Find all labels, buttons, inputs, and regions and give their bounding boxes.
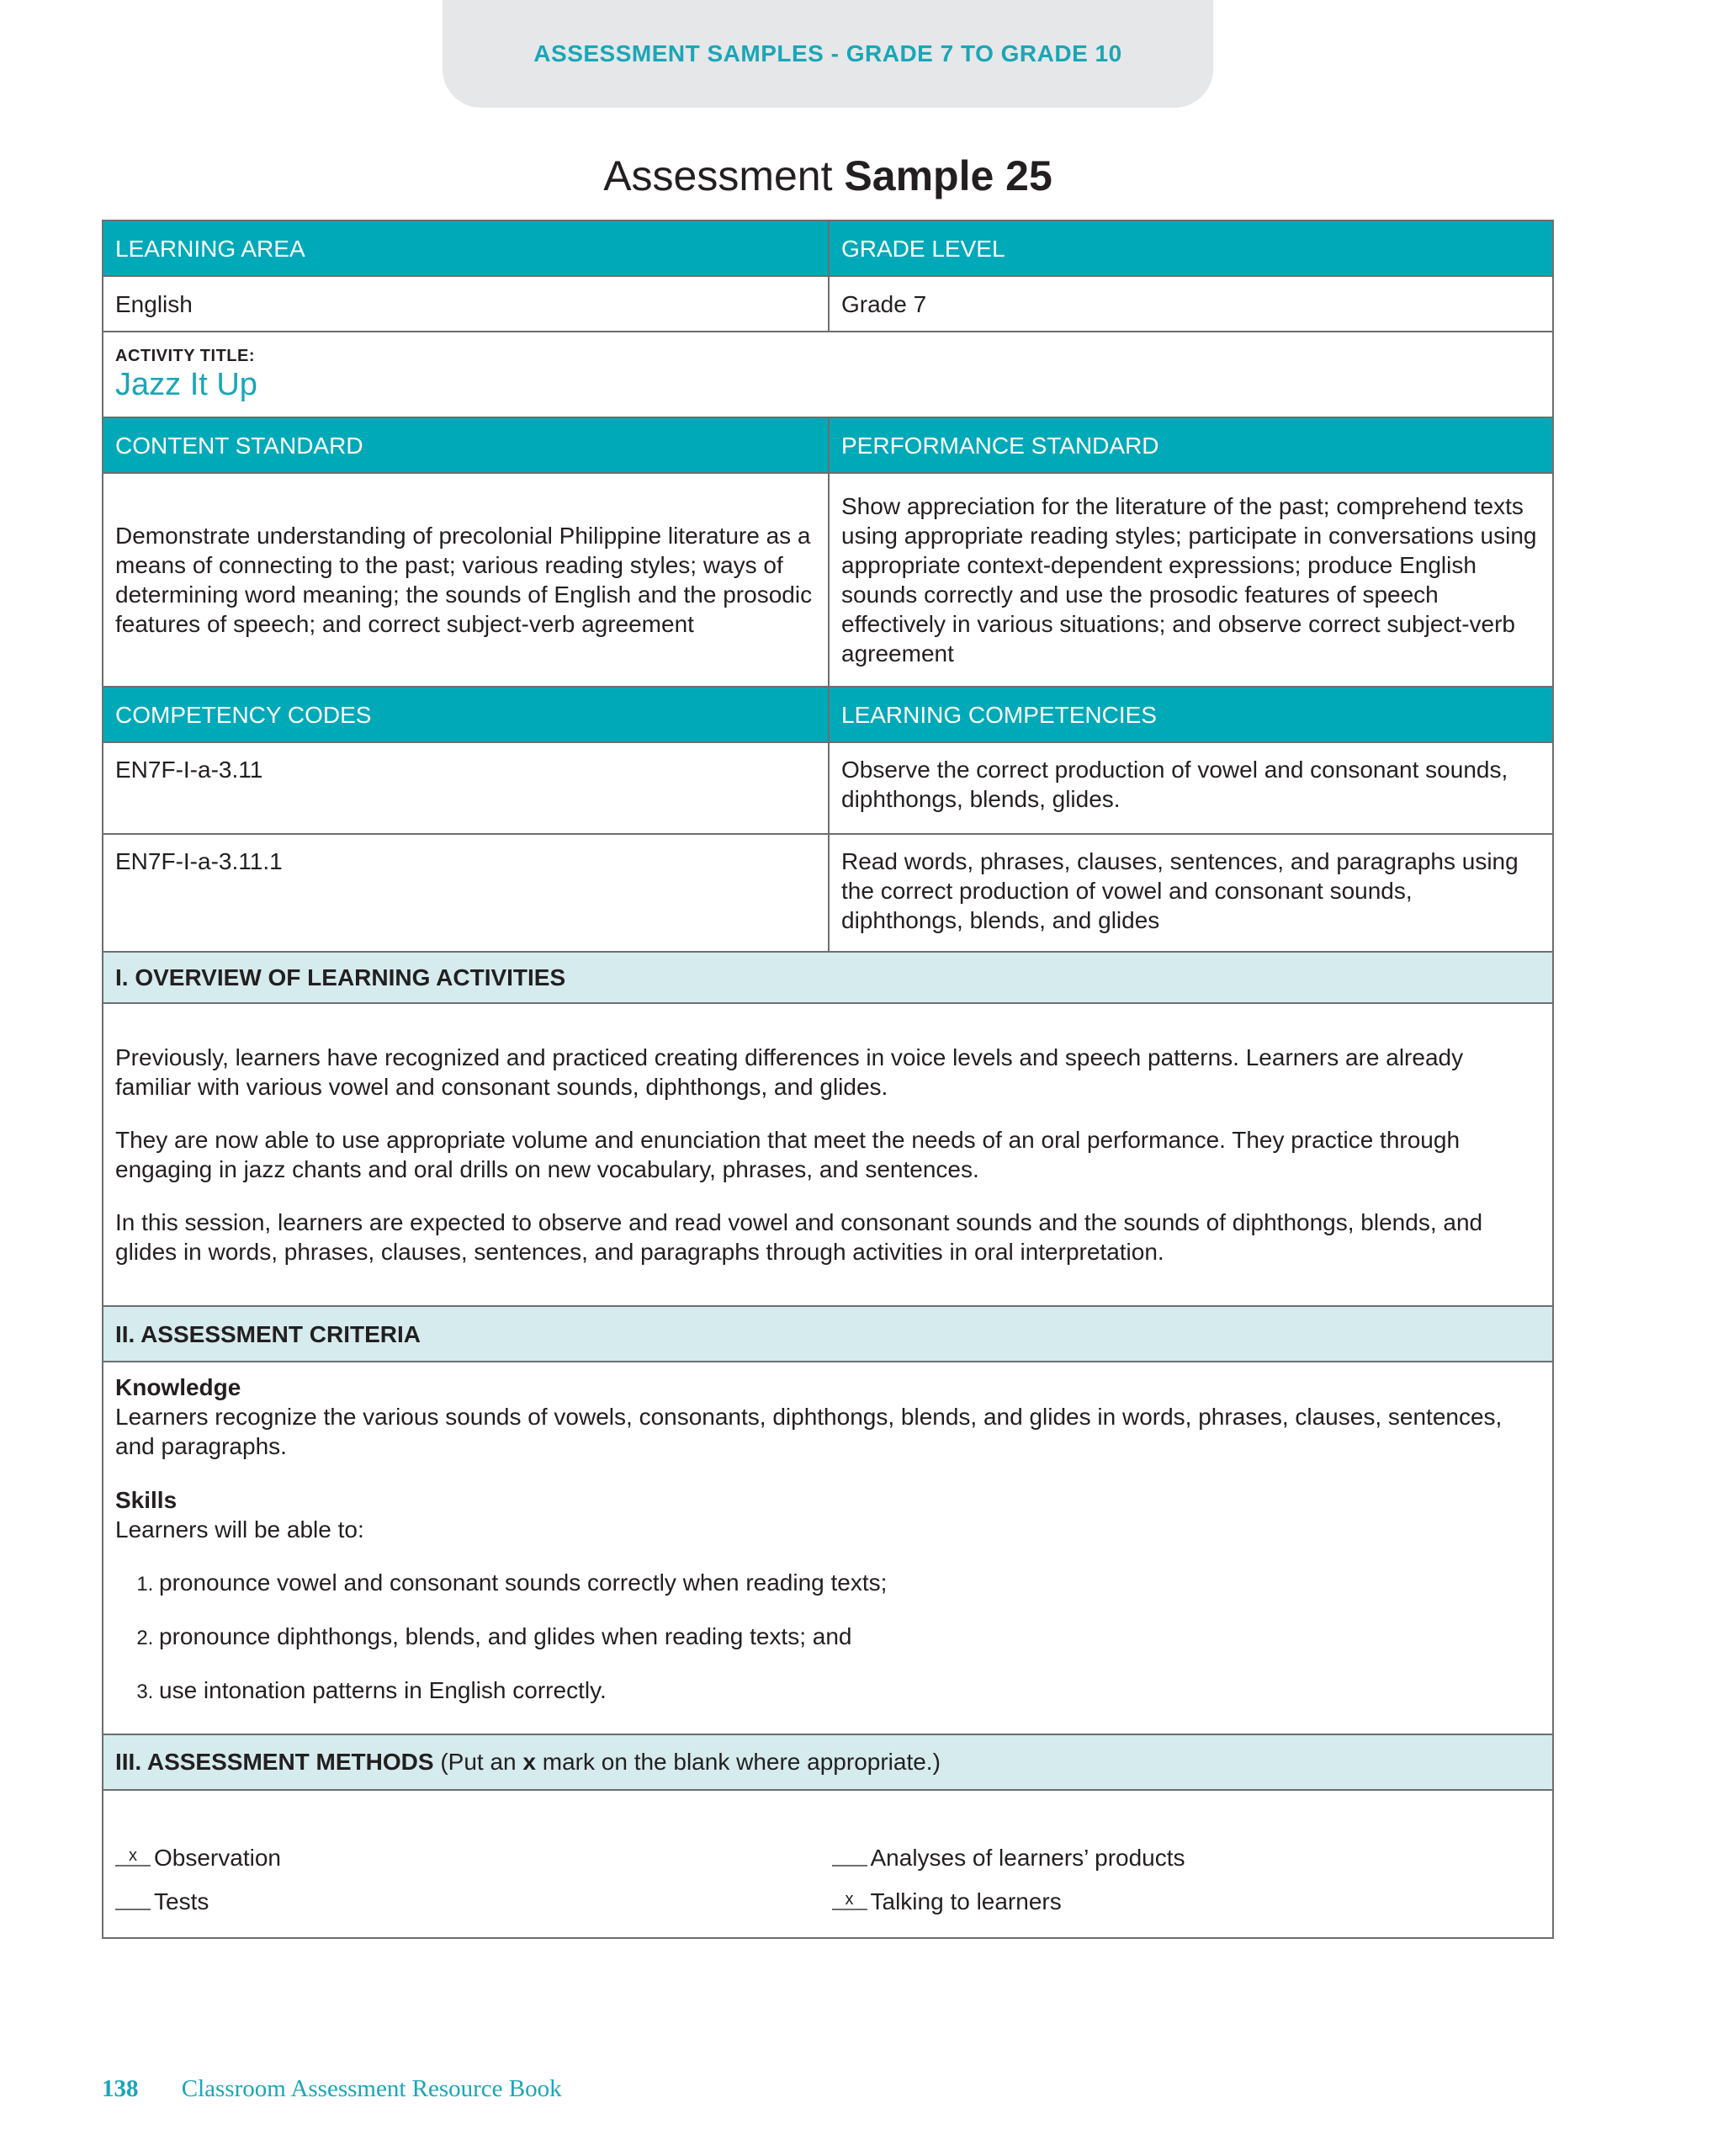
- criteria-label: II. ASSESSMENT CRITERIA: [103, 1307, 1552, 1361]
- content-standard-text: Demonstrate understanding of precolonial Philippine literature as a means of connecting to the past; various reading styles; ways of determining word meaning; the sounds of English and the prosodic features of speech; and correct subject-verb agreement: [115, 523, 813, 637]
- content-standard-label: CONTENT STANDARD: [103, 418, 828, 472]
- skills-heading: Skills: [115, 1487, 178, 1513]
- method-label: Observation: [154, 1845, 281, 1871]
- activity-title: Jazz It Up: [115, 367, 257, 402]
- page-title-bold: Sample 25: [844, 152, 1052, 199]
- performance-standard-text: Show appreciation for the literature of the past; comprehend texts using appropriate reading styles; participate in conversations using appropriate context-dependent expressions; produce English sounds correctly and use the prosodic features of speech effectively in various situations; and observe correct subject-verb agreement: [828, 474, 1552, 686]
- competency-row: [102, 743, 1554, 835]
- activity-title-label: ACTIVITY TITLE:: [115, 347, 256, 365]
- overview-body-row: [102, 1004, 1554, 1307]
- skills-list: [115, 1568, 1540, 1705]
- methods-label-bold: III. ASSESSMENT METHODS: [115, 1749, 434, 1775]
- method-label: Analyses of learners’ products: [870, 1845, 1185, 1871]
- skill-item: 3. use intonation patterns in English correctly.: [159, 1675, 1540, 1705]
- competency-text: Read words, phrases, clauses, sentences, and paragraphs using the correct production of vowel and consonant sounds, diphthongs, blends, and glides: [828, 835, 1552, 951]
- header-banner: [443, 0, 1213, 108]
- competency-header-row: [102, 688, 1554, 743]
- page-title: [0, 151, 1656, 200]
- method-label: Talking to learners: [870, 1888, 1062, 1914]
- method-checkbox-blank[interactable]: x: [115, 1846, 151, 1867]
- page-footer: [102, 2075, 562, 2103]
- methods-column-right: [824, 1831, 1541, 1937]
- overview-body: [103, 1004, 1552, 1305]
- learning-area-value: English: [115, 290, 193, 317]
- method-checkbox-blank[interactable]: x: [832, 1890, 867, 1910]
- methods-column-left: [115, 1831, 824, 1937]
- competency-text: Observe the correct production of vowel and consonant sounds, diphthongs, blends, glides.: [828, 743, 1552, 833]
- methods-header-row: [102, 1735, 1554, 1791]
- method-item-observation: [115, 1831, 824, 1875]
- grade-level-label: GRADE LEVEL: [828, 221, 1552, 275]
- method-label: Tests: [154, 1888, 209, 1914]
- performance-standard-label: PERFORMANCE STANDARD: [828, 418, 1552, 472]
- criteria-body-row: [102, 1362, 1554, 1735]
- overview-paragraph: In this session, learners are expected to observe and read vowel and consonant sounds and the sounds of diphthongs, blends, and glides in words, phrases, clauses, sentences, and paragraphs through activities in oral interpretation.: [115, 1209, 1483, 1265]
- methods-label: [103, 1735, 1552, 1789]
- skill-item: 2. pronounce diphthongs, blends, and glides when reading texts; and: [159, 1622, 1540, 1651]
- assessment-sheet: [102, 220, 1554, 1939]
- knowledge-text: Learners recognize the various sounds of vowels, consonants, diphthongs, blends, and glides in words, phrases, clauses, sentences, and paragraphs.: [115, 1404, 1503, 1459]
- header-banner-text: ASSESSMENT SAMPLES - GRADE 7 TO GRADE 10: [533, 40, 1122, 66]
- skills-intro: Learners will be able to:: [115, 1516, 364, 1543]
- method-checkbox-blank[interactable]: [832, 1865, 867, 1867]
- standards-body-row: [102, 474, 1554, 688]
- criteria-body: [103, 1362, 1552, 1734]
- methods-body-row: [102, 1791, 1554, 1939]
- competency-codes-label: COMPETENCY CODES: [103, 688, 828, 741]
- page-number: 138: [102, 2075, 139, 2102]
- overview-paragraph: Previously, learners have recognized and practiced creating differences in voice levels and speech patterns. Learners are already familiar with various vowel and consonant sounds, diphthongs, and glides.: [115, 1044, 1464, 1100]
- knowledge-heading: Knowledge: [115, 1374, 241, 1400]
- overview-paragraph: They are now able to use appropriate volume and enunciation that meet the needs of an oral performance. They practice through engaging in jazz chants and oral drills on new vocabulary, phrases, and sentences.: [115, 1127, 1461, 1182]
- competency-code: EN7F-I-a-3.11: [115, 757, 263, 783]
- grade-level-value: Grade 7: [828, 277, 1552, 331]
- method-checkbox-blank[interactable]: [115, 1909, 151, 1910]
- overview-header-row: [102, 953, 1554, 1004]
- methods-body: [103, 1791, 1552, 1937]
- overview-label: I. OVERVIEW OF LEARNING ACTIVITIES: [103, 953, 1552, 1002]
- learning-competencies-label: LEARNING COMPETENCIES: [828, 688, 1552, 741]
- competency-code: EN7F-I-a-3.11.1: [115, 848, 283, 874]
- learning-area-label: LEARNING AREA: [103, 221, 828, 275]
- method-item-tests: [115, 1875, 824, 1919]
- book-title: Classroom Assessment Resource Book: [181, 2075, 562, 2102]
- activity-row: [102, 332, 1554, 418]
- method-item-analyses: [832, 1831, 1541, 1875]
- skill-item: 1. pronounce vowel and consonant sounds correctly when reading texts;: [159, 1568, 1540, 1597]
- competency-row: [102, 835, 1554, 953]
- method-item-talking: [832, 1875, 1541, 1919]
- standards-header-row: [102, 418, 1554, 474]
- page-title-prefix: Assessment: [603, 152, 833, 199]
- criteria-header-row: [102, 1307, 1554, 1362]
- methods-label-rest: (Put an: [433, 1749, 523, 1775]
- methods-label-x: x: [522, 1749, 536, 1775]
- area-grade-header-row: [102, 220, 1554, 277]
- activity-cell: [103, 332, 1552, 417]
- area-grade-value-row: [102, 277, 1554, 332]
- methods-label-rest: mark on the blank where appropriate.): [535, 1749, 941, 1775]
